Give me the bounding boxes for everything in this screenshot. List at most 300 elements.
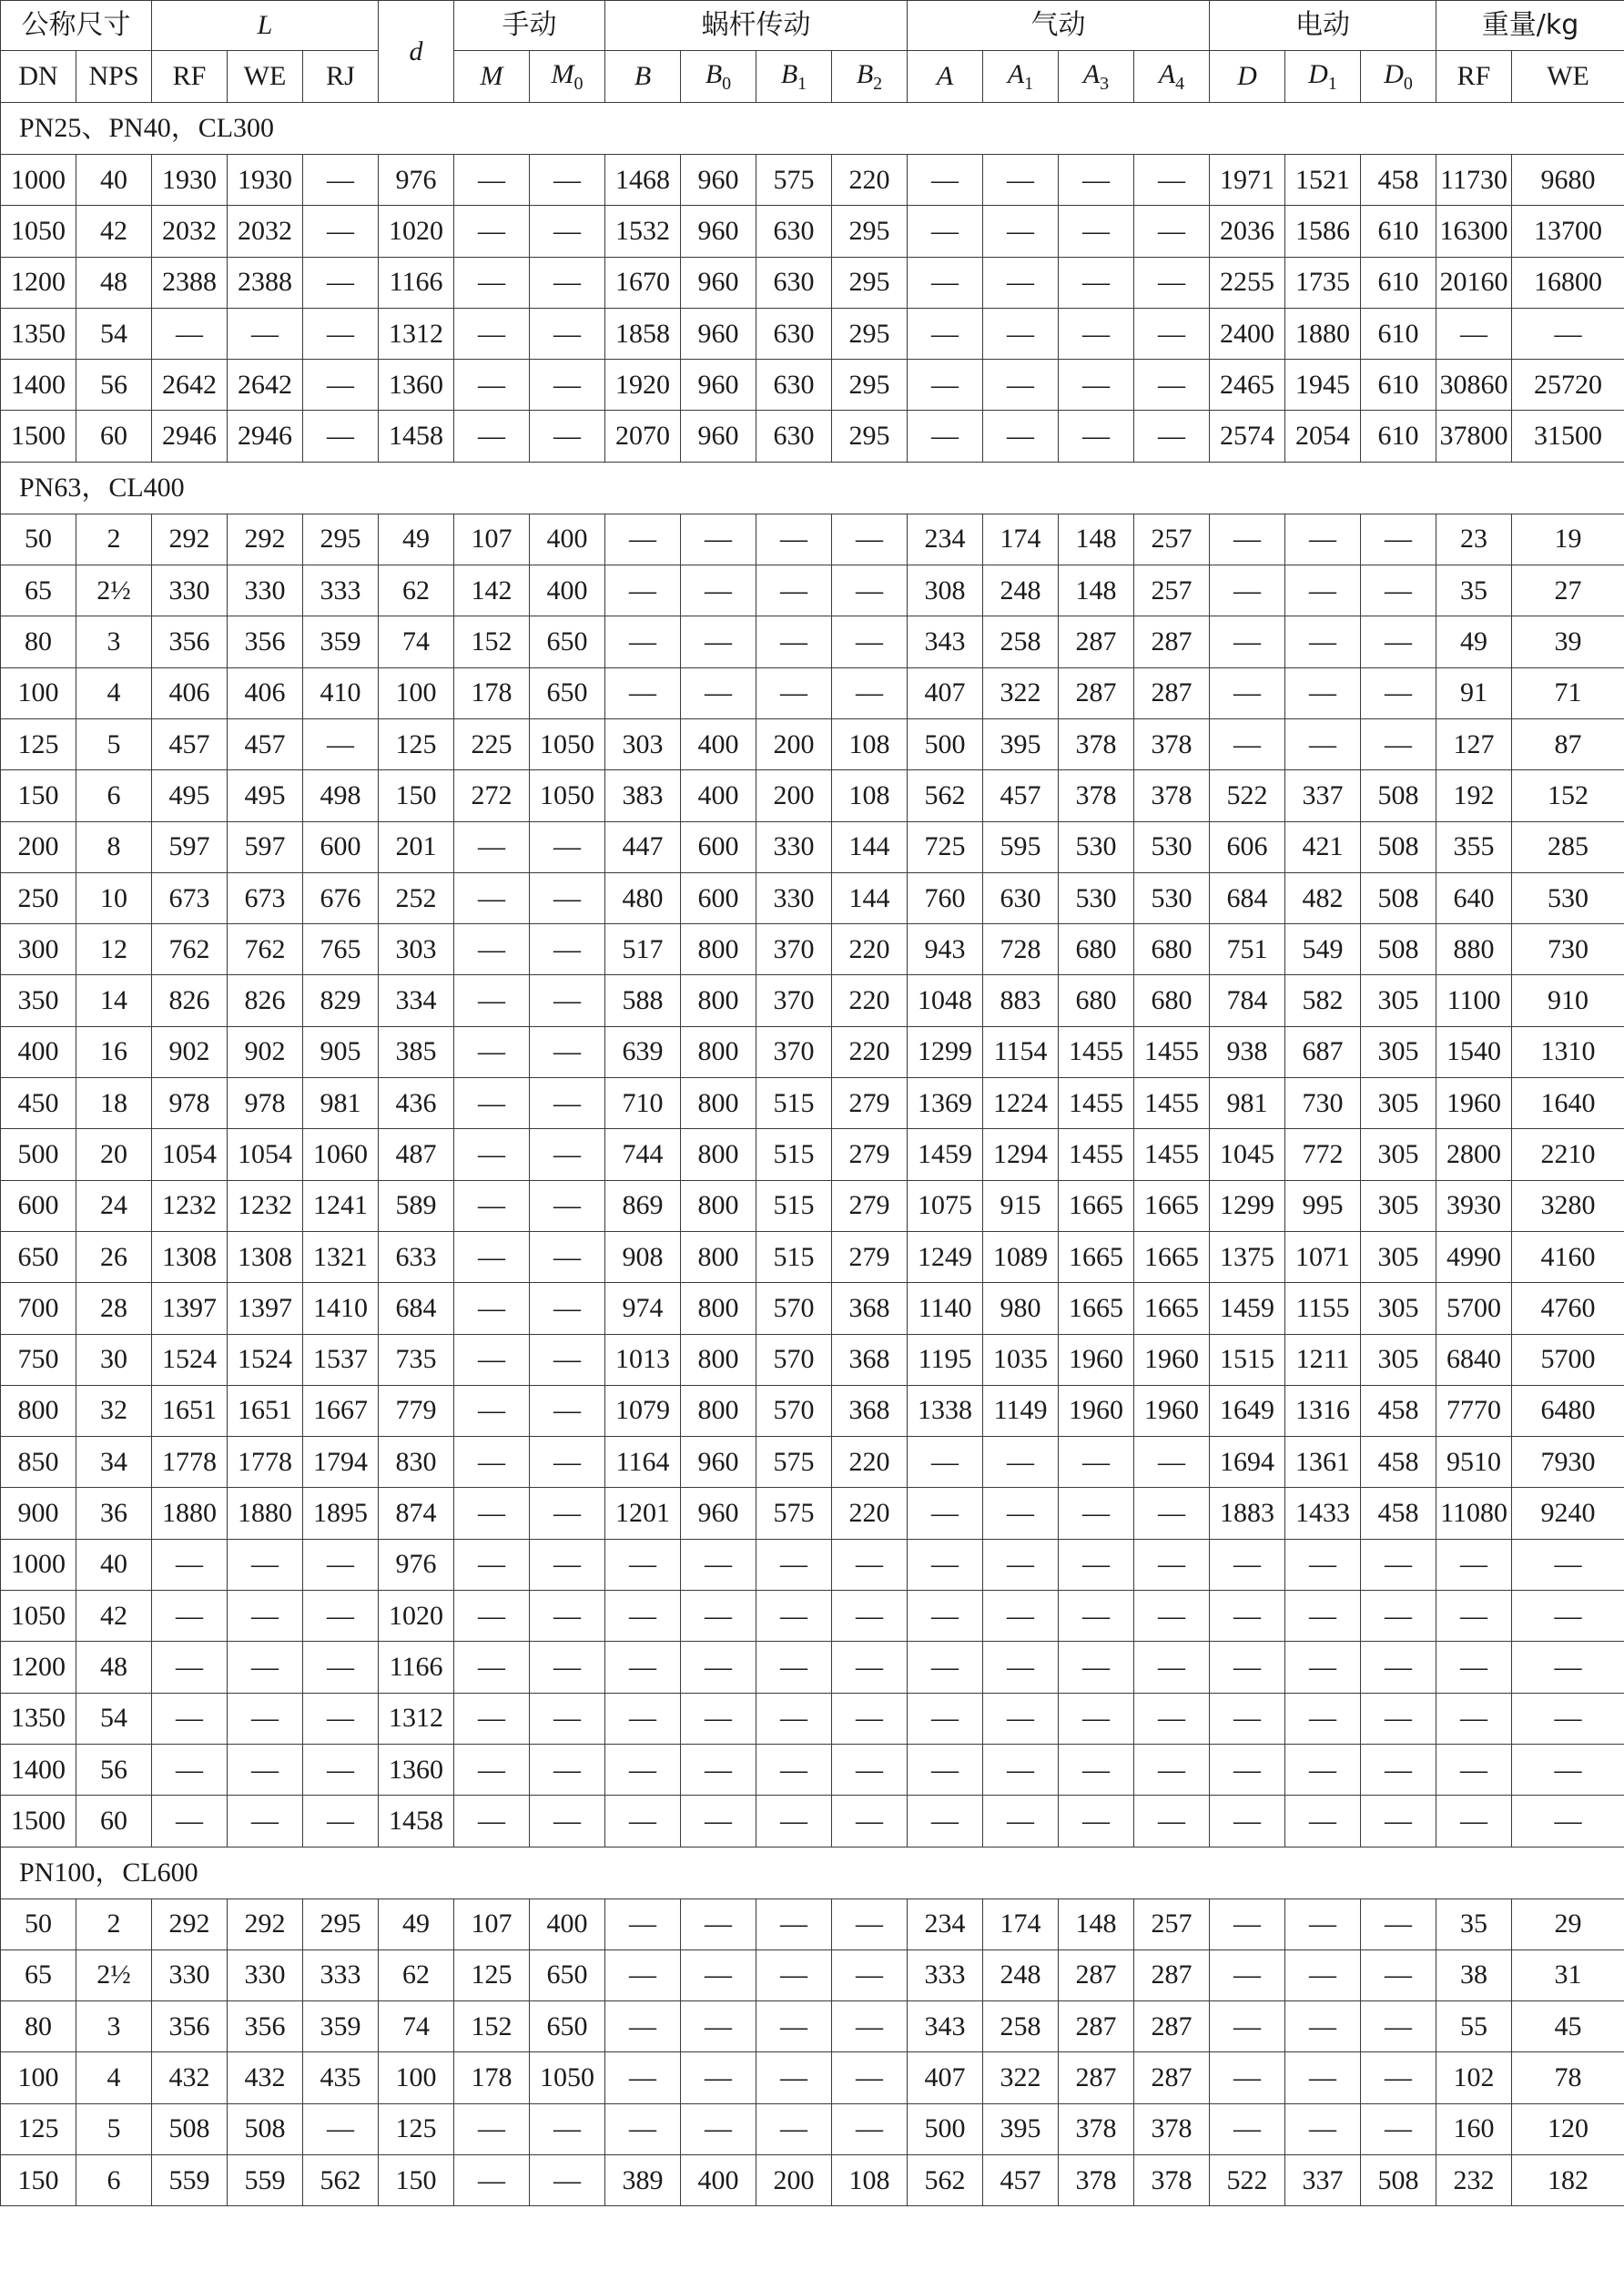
table-cell: 1524 [228,1334,303,1385]
table-cell: 1299 [908,1026,983,1077]
table-cell: 600 [1,1180,76,1231]
table-cell: — [983,1642,1059,1693]
table-cell: 458 [1361,155,1436,206]
table-cell: 575 [756,1488,832,1539]
table-cell: 322 [983,2052,1059,2103]
table-cell: 91 [1436,667,1512,718]
table-cell: 1249 [908,1231,983,1282]
table-row [1,206,1624,257]
table-cell: — [983,206,1059,257]
table-row [1,1744,1624,1795]
table-cell: — [1285,1898,1361,1949]
table-row [1,1437,1624,1488]
table-cell: 1299 [1210,1180,1285,1231]
table-cell: 370 [756,975,832,1026]
table-cell: 595 [983,821,1059,872]
table-cell: 150 [379,770,454,821]
table-cell: 1532 [605,206,681,257]
table-cell: 639 [605,1026,681,1077]
table-cell: — [303,411,379,462]
table-cell: 378 [1134,2154,1210,2205]
table-cell: 530 [1059,821,1134,872]
table-cell: — [1210,616,1285,667]
table-cell: 2946 [228,411,303,462]
header-row-columns [1,51,1624,103]
table-cell: — [908,1591,983,1642]
table-cell: — [756,2001,832,2052]
table-cell: 1321 [303,1231,379,1282]
table-cell: 762 [152,924,228,975]
table-cell: 981 [1210,1078,1285,1129]
table-cell: 1651 [228,1385,303,1436]
table-cell: 359 [303,616,379,667]
table-cell: 582 [1285,975,1361,1026]
table-cell: 650 [530,616,605,667]
table-row [1,1078,1624,1129]
table-cell: — [1134,1539,1210,1590]
table-cell: 1312 [379,308,454,359]
table-cell: 200 [1,821,76,872]
table-row [1,1334,1624,1385]
table-cell: — [908,257,983,308]
table-cell: 370 [756,924,832,975]
section-title: PN63，CL400 [1,462,1624,514]
table-cell: 588 [605,975,681,1026]
table-cell: 744 [605,1129,681,1180]
header-L: L [152,1,379,51]
table-cell: 295 [303,1898,379,1949]
table-cell: — [756,2052,832,2103]
table-cell: — [454,1796,530,1847]
table-cell: — [1134,1693,1210,1744]
table-cell: 869 [605,1180,681,1231]
table-row [1,1231,1624,1282]
table-cell: 125 [454,1949,530,2000]
table-cell: — [1512,1693,1624,1744]
table-cell: 1200 [1,1642,76,1693]
table-cell: 500 [908,718,983,769]
table-cell: 976 [379,1539,454,1590]
table-cell: — [832,667,908,718]
table-cell: — [530,2154,605,2205]
table-cell: — [983,308,1059,359]
table-cell: — [756,616,832,667]
table-cell: 148 [1059,565,1134,616]
table-cell: — [1210,1898,1285,1949]
table-row [1,360,1624,411]
table-cell: 1195 [908,1334,983,1385]
table-cell: 2574 [1210,411,1285,462]
table-cell: 482 [1285,872,1361,923]
table-cell: 728 [983,924,1059,975]
table-cell: — [1210,718,1285,769]
table-cell: 100 [1,2052,76,2103]
table-cell: 1013 [605,1334,681,1385]
table-cell: 3280 [1512,1180,1624,1231]
table-cell: — [681,2103,756,2154]
table-cell: 330 [152,565,228,616]
table-cell: 19 [1512,514,1624,565]
table-cell: 517 [605,924,681,975]
table-cell: 287 [1134,2001,1210,2052]
table-cell: — [530,975,605,1026]
table-cell: 287 [1059,616,1134,667]
table-cell: 800 [681,1385,756,1436]
table-cell: 908 [605,1231,681,1282]
table-cell: — [530,872,605,923]
table-cell: 6 [76,770,152,821]
table-cell: 279 [832,1180,908,1231]
table-cell: — [983,1744,1059,1795]
table-cell: 1050 [530,718,605,769]
table-cell: 1455 [1059,1026,1134,1077]
table-cell: — [605,1796,681,1847]
table-cell: 1050 [530,770,605,821]
table-cell: 333 [908,1949,983,2000]
table-cell: 633 [379,1231,454,1282]
table-cell: 144 [832,821,908,872]
table-cell: 11730 [1436,155,1512,206]
table-cell: 108 [832,2154,908,2205]
table-row [1,1180,1624,1231]
table-cell: 1895 [303,1488,379,1539]
table-cell: 2036 [1210,206,1285,257]
table-cell: — [454,2103,530,2154]
header-A1-sub: 1 [1024,73,1034,94]
table-cell: — [1285,616,1361,667]
table-cell: 730 [1512,924,1624,975]
table-cell: 4760 [1512,1283,1624,1334]
table-cell: 49 [379,514,454,565]
table-cell: 630 [983,872,1059,923]
table-cell: 1960 [1134,1334,1210,1385]
table-cell: 6840 [1436,1334,1512,1385]
header-B2-base: B [856,58,874,89]
table-cell: — [228,1591,303,1642]
table-cell: 20 [76,1129,152,1180]
table-cell: 1050 [1,1591,76,1642]
table-cell: 980 [983,1283,1059,1334]
table-cell: 142 [454,565,530,616]
table-cell: 378 [1059,2103,1134,2154]
table-cell: 457 [983,2154,1059,2205]
table-cell: — [1285,514,1361,565]
table-cell: — [1361,1796,1436,1847]
table-cell: 174 [983,1898,1059,1949]
table-cell: 24 [76,1180,152,1231]
table-cell: 378 [1134,718,1210,769]
header-nominal-size: 公称尺寸 [1,1,152,51]
table-cell: — [454,1591,530,1642]
table-cell: — [1134,206,1210,257]
table-cell: — [983,1591,1059,1642]
table-cell: — [832,2001,908,2052]
table-cell: 1000 [1,155,76,206]
table-cell: — [908,1642,983,1693]
table-cell: 610 [1361,360,1436,411]
table-cell: 1166 [379,1642,454,1693]
table-cell: 1670 [605,257,681,308]
table-cell: 383 [605,770,681,821]
table-cell: 559 [152,2154,228,2205]
table-cell: — [1361,1898,1436,1949]
table-cell: 150 [1,2154,76,2205]
table-cell: 673 [152,872,228,923]
table-cell: — [756,565,832,616]
table-cell: — [530,924,605,975]
table-row [1,924,1624,975]
table-cell: 974 [605,1283,681,1334]
table-cell: 71 [1512,667,1624,718]
header-B0-sub: 0 [722,73,732,94]
table-cell: — [1361,667,1436,718]
table-cell: 630 [756,411,832,462]
table-cell: — [756,1591,832,1642]
section-title: PN100，CL600 [1,1847,1624,1898]
table-cell: 960 [681,155,756,206]
table-cell: — [832,2103,908,2154]
table-cell: 74 [379,2001,454,2052]
table-cell: — [1436,1693,1512,1744]
table-cell: 178 [454,2052,530,2103]
table-cell: 1071 [1285,1231,1361,1282]
table-cell: 1410 [303,1283,379,1334]
table-cell: — [983,155,1059,206]
table-cell: — [454,1283,530,1334]
table-cell: — [1285,565,1361,616]
table-cell: — [908,360,983,411]
table-cell: 9240 [1512,1488,1624,1539]
table-cell: — [228,1744,303,1795]
table-cell: — [832,1642,908,1693]
table-cell: — [152,1642,228,1693]
table-cell: — [1059,206,1134,257]
table-row [1,1898,1624,1949]
table-cell: 2465 [1210,360,1285,411]
table-cell: — [530,1539,605,1590]
table-cell: 1880 [228,1488,303,1539]
table-cell: — [152,1591,228,1642]
table-cell: — [303,1642,379,1693]
table-cell: 826 [228,975,303,1026]
table-cell: 279 [832,1129,908,1180]
table-cell: 1361 [1285,1437,1361,1488]
header-rj: RJ [303,51,379,103]
table-cell: 305 [1361,1283,1436,1334]
table-cell: 108 [832,718,908,769]
header-D0-sub: 0 [1403,73,1413,94]
header-D: D [1210,51,1285,103]
table-cell: 1149 [983,1385,1059,1436]
table-cell: 343 [908,2001,983,2052]
table-cell: 3 [76,2001,152,2052]
table-cell: 26 [76,1231,152,1282]
table-cell: — [983,1488,1059,1539]
table-cell: 562 [908,2154,983,2205]
table-cell: — [1361,2052,1436,2103]
table-cell: — [756,1949,832,2000]
table-cell: 406 [152,667,228,718]
table-cell: 368 [832,1334,908,1385]
table-cell: 1241 [303,1180,379,1231]
table-cell: 356 [228,616,303,667]
table-cell: — [1134,155,1210,206]
table-cell: 2½ [76,1949,152,2000]
table-cell: 287 [1059,667,1134,718]
table-cell: 305 [1361,1026,1436,1077]
table-cell: 42 [76,1591,152,1642]
table-cell: 1468 [605,155,681,206]
table-cell: — [530,308,605,359]
table-cell: — [530,1796,605,1847]
table-cell: — [1512,1796,1624,1847]
table-cell: 1000 [1,1539,76,1590]
table-cell: — [681,1642,756,1693]
table-cell: 305 [1361,1180,1436,1231]
table-cell: — [832,1796,908,1847]
table-cell: — [152,1539,228,1590]
table-cell: 6 [76,2154,152,2205]
table-cell: — [1285,1591,1361,1642]
table-cell: — [1361,1642,1436,1693]
table-cell: 1375 [1210,1231,1285,1282]
table-cell: 9510 [1436,1437,1512,1488]
table-cell: 337 [1285,770,1361,821]
table-cell: — [1436,1744,1512,1795]
table-cell: — [1059,1488,1134,1539]
table-cell: — [983,411,1059,462]
table-cell: — [832,2052,908,2103]
table-cell: 29 [1512,1898,1624,1949]
table-cell: — [832,1744,908,1795]
table-cell: 1232 [152,1180,228,1231]
table-cell: 1858 [605,308,681,359]
table-cell: 279 [832,1078,908,1129]
table-cell: 495 [228,770,303,821]
table-cell: 330 [756,821,832,872]
table-cell: 530 [1134,821,1210,872]
table-cell: 378 [1134,2103,1210,2154]
table-cell: 960 [681,308,756,359]
table-cell: — [1436,1539,1512,1590]
table-cell: 1020 [379,206,454,257]
table-cell: — [908,1796,983,1847]
table-cell: 1201 [605,1488,681,1539]
table-row [1,872,1624,923]
table-cell: — [908,308,983,359]
table-cell: — [1210,514,1285,565]
table-cell: 5 [76,2103,152,2154]
table-cell: 522 [1210,2154,1285,2205]
table-cell: 285 [1512,821,1624,872]
table-cell: — [605,1642,681,1693]
table-cell: — [530,1129,605,1180]
table-cell: 1308 [152,1231,228,1282]
table-cell: 356 [152,2001,228,2052]
table-cell: — [681,616,756,667]
table-cell: 600 [303,821,379,872]
table-cell: — [1512,1539,1624,1590]
table-cell: 640 [1436,872,1512,923]
table-row [1,1129,1624,1180]
table-cell: 650 [530,1949,605,2000]
header-manual: 手动 [454,1,605,51]
table-cell: 407 [908,667,983,718]
table-cell: — [303,1744,379,1795]
table-cell: 684 [379,1283,454,1334]
table-cell: — [454,1539,530,1590]
table-cell: — [756,667,832,718]
table-cell: 575 [756,1437,832,1488]
table-cell: — [530,155,605,206]
table-cell: 515 [756,1180,832,1231]
table-cell: — [1059,1642,1134,1693]
table-cell: 11080 [1436,1488,1512,1539]
table-cell: 14 [76,975,152,1026]
table-cell: 200 [756,2154,832,2205]
table-cell: 42 [76,206,152,257]
table-cell: 25720 [1512,360,1624,411]
table-row [1,514,1624,565]
table-cell: — [1285,667,1361,718]
table-cell: — [1059,257,1134,308]
table-cell: 152 [454,616,530,667]
table-cell: — [454,1231,530,1282]
table-cell: 900 [1,1488,76,1539]
table-cell: 10 [76,872,152,923]
table-cell: 178 [454,667,530,718]
table-cell: 385 [379,1026,454,1077]
table-cell: — [1210,2052,1285,2103]
table-cell: — [1361,1591,1436,1642]
table-cell: 174 [983,514,1059,565]
table-cell: — [605,514,681,565]
table-cell: 760 [908,872,983,923]
table-cell: — [1134,257,1210,308]
table-cell: — [1285,1949,1361,2000]
table-cell: 960 [681,360,756,411]
table-cell: 8 [76,821,152,872]
table-cell: 308 [908,565,983,616]
table-row [1,565,1624,616]
table-cell: — [681,565,756,616]
table-cell: 1665 [1134,1180,1210,1231]
table-row [1,1642,1624,1693]
header-A4-sub: 4 [1175,73,1185,94]
table-cell: 292 [152,514,228,565]
table-cell: 530 [1059,872,1134,923]
table-cell: — [1512,308,1624,359]
table-cell: — [1059,1796,1134,1847]
table-cell: 650 [530,667,605,718]
table-row [1,1693,1624,1744]
table-cell: — [1059,1693,1134,1744]
table-cell: 1880 [1285,308,1361,359]
table-cell: 508 [152,2103,228,2154]
table-cell: 56 [76,360,152,411]
table-cell: 2½ [76,565,152,616]
table-cell: 1778 [152,1437,228,1488]
table-cell: 39 [1512,616,1624,667]
table-cell: 389 [605,2154,681,2205]
table-cell: — [1059,1437,1134,1488]
table-cell: — [454,2154,530,2205]
table-cell: 295 [832,206,908,257]
table-cell: 1350 [1,308,76,359]
table-cell: — [605,1898,681,1949]
table-cell: — [1059,1591,1134,1642]
table-cell: 125 [379,718,454,769]
